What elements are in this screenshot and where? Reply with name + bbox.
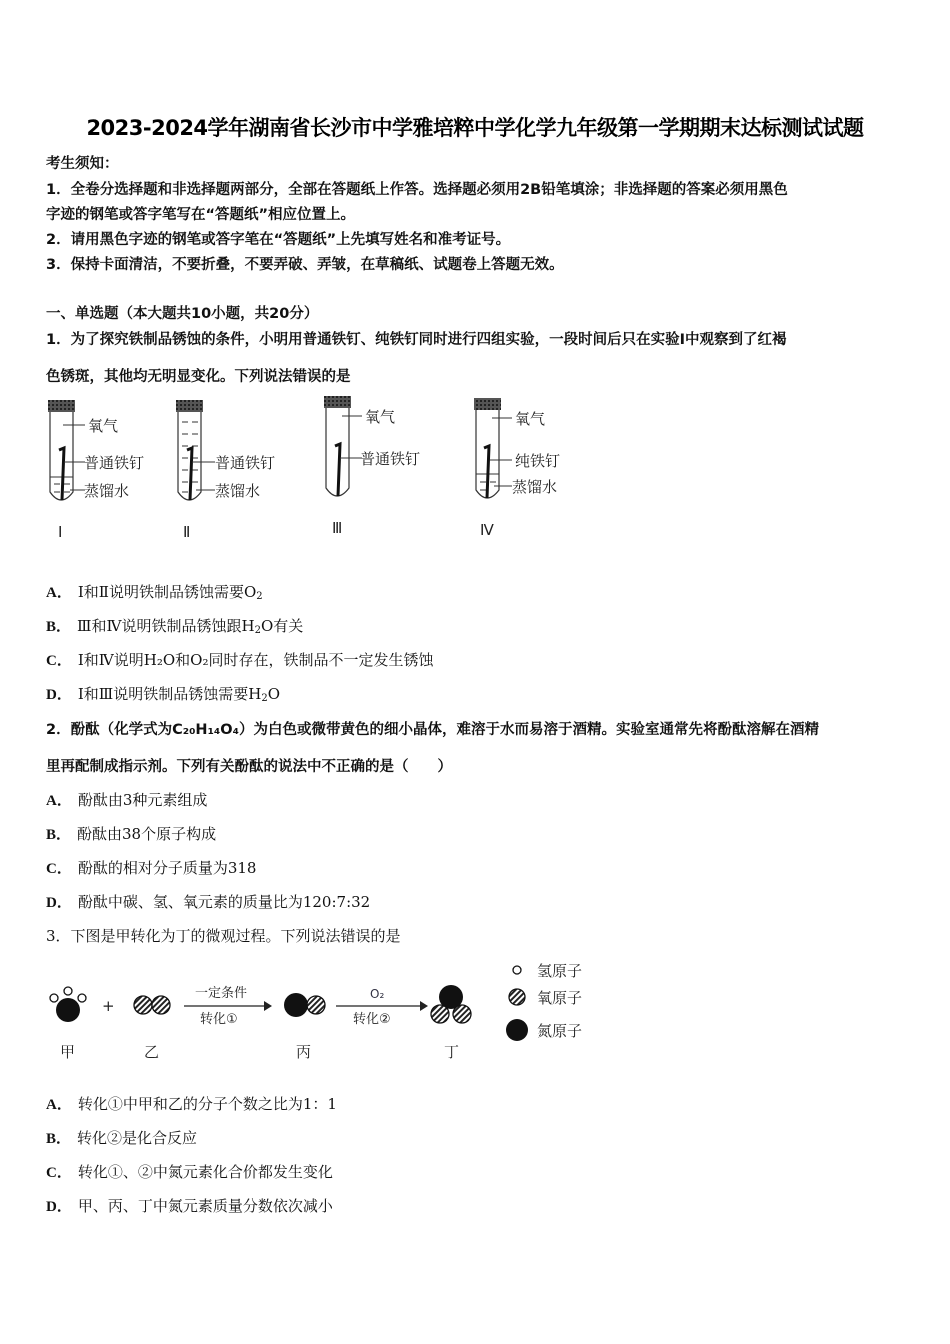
notice-item: 2．请用黑色字迹的钢笔或答字笔在“答题纸”上先填写姓名和准考证号。 — [46, 232, 511, 248]
svg-text:转化②: 转化② — [353, 1012, 391, 1027]
question-2-option-c[interactable]: C． 酚酞的相对分子质量为318 — [46, 859, 257, 877]
molecule-bing — [284, 993, 325, 1061]
notice-item: 3．保持卡面清洁，不要折叠，不要弄破、弄皱，在草稿纸、试题卷上答题无效。 — [46, 257, 564, 273]
question-2-option-d[interactable]: D． 酚酞中碳、氢、氧元素的质量比为120:7:32 — [46, 893, 371, 911]
svg-text:蒸馏水: 蒸馏水 — [512, 478, 558, 496]
question-3-stem: 3．下图是甲转化为丁的微观过程。下列说法错误的是 — [46, 927, 401, 945]
svg-text:普通铁钉: 普通铁钉 — [215, 454, 276, 472]
tube-3 — [324, 396, 420, 537]
question-1-option-b[interactable]: B． Ⅲ和Ⅳ说明铁制品锈蚀跟$H_2O$有关 — [46, 617, 304, 636]
question-3-option-d[interactable]: D． 甲、丙、丁中氮元素质量分数依次减小 — [46, 1197, 333, 1215]
svg-text:一定条件: 一定条件 — [195, 986, 248, 1001]
svg-text:普通铁钉: 普通铁钉 — [84, 454, 145, 472]
molecule-yi — [134, 996, 170, 1061]
svg-text:蒸馏水: 蒸馏水 — [215, 482, 261, 500]
tube-4 — [474, 398, 560, 539]
notice-heading: 考生须知： — [46, 156, 119, 172]
svg-text:Ⅰ: Ⅰ — [58, 523, 63, 541]
molecule-ding — [431, 985, 471, 1061]
question-3-option-a[interactable]: A． 转化①中甲和乙的分子个数之比为1：1 — [46, 1095, 337, 1113]
svg-text:氧原子: 氧原子 — [537, 989, 583, 1007]
question-2-stem: 2．酚酞（化学式为C₂₀H₁₄O₄）为白色或微带黄色的细小晶体，难溶于水而易溶于酒精。实验室通常先将酚酞溶解在酒精 — [46, 722, 819, 738]
question-3-option-b[interactable]: B． 转化②是化合反应 — [46, 1129, 198, 1147]
svg-text:Ⅱ: Ⅱ — [183, 523, 191, 541]
question-2-option-b[interactable]: B． 酚酞由38个原子构成 — [46, 825, 217, 843]
svg-text:Ⅲ: Ⅲ — [332, 519, 343, 537]
notice-item: 字迹的钢笔或答字笔写在“答题纸”相应位置上。 — [46, 207, 356, 223]
page-title: 2023-2024学年湖南省长沙市中学雅培粹中学化学九年级第一学期期末达标测试试题 — [86, 116, 864, 140]
question-1-stem: 色锈斑，其他均无明显变化。下列说法错误的是 — [46, 369, 351, 385]
question-1-option-a[interactable]: A． Ⅰ和Ⅱ说明铁制品锈蚀需要$O_2$ — [46, 583, 263, 602]
notice-item: 1．全卷分选择题和非选择题两部分，全部在答题纸上作答。选择题必须用2B铅笔填涂；非选择题的答案必须用黑色 — [46, 182, 788, 198]
question-1-stem: 1．为了探究铁制品锈蚀的条件，小明用普通铁钉、纯铁钉同时进行四组实验，一段时间后只在实验Ⅰ中观察到了红褐 — [46, 332, 787, 348]
section-heading: 一、单选题（本大题共10小题，共20分） — [46, 306, 319, 322]
svg-text:普通铁钉: 普通铁钉 — [360, 450, 421, 468]
question-1-option-d[interactable]: D． Ⅰ和Ⅲ说明铁制品锈蚀需要$H_2O$ — [46, 685, 281, 704]
test-tube-figure — [40, 392, 600, 552]
question-2-option-a[interactable]: A． 酚酞由3种元素组成 — [46, 791, 208, 809]
svg-text:丙: 丙 — [296, 1043, 312, 1061]
atom-legend — [506, 962, 582, 1041]
svg-text:氧气: 氧气 — [88, 417, 119, 435]
svg-text:蒸馏水: 蒸馏水 — [84, 482, 130, 500]
svg-text:乙: 乙 — [144, 1043, 160, 1061]
svg-text:纯铁钉: 纯铁钉 — [515, 452, 561, 470]
svg-text:O₂: O₂ — [370, 987, 385, 1001]
svg-text:丁: 丁 — [444, 1043, 460, 1061]
molecule-jia — [50, 987, 86, 1061]
svg-text:氧气: 氧气 — [515, 410, 546, 428]
reaction-figure — [40, 955, 610, 1065]
arrow-conversion-2 — [336, 987, 428, 1027]
question-3-option-c[interactable]: C． 转化①、②中氮元素化合价都发生变化 — [46, 1163, 333, 1181]
question-2-stem: 里再配制成指示剂。下列有关酚酞的说法中不正确的是（ ） — [46, 759, 452, 775]
svg-text:Ⅳ: Ⅳ — [480, 521, 494, 539]
svg-text:+: + — [102, 997, 115, 1015]
tube-1 — [48, 400, 144, 541]
svg-text:甲: 甲 — [60, 1043, 76, 1061]
tube-2 — [176, 400, 275, 541]
svg-text:氢原子: 氢原子 — [537, 962, 583, 980]
arrow-conversion-1 — [184, 986, 272, 1027]
question-1-option-c[interactable]: C． Ⅰ和Ⅳ说明H₂O和O₂同时存在，铁制品不一定发生锈蚀 — [46, 651, 434, 669]
svg-text:转化①: 转化① — [200, 1012, 238, 1027]
svg-text:氮原子: 氮原子 — [537, 1022, 583, 1040]
svg-text:氧气: 氧气 — [365, 408, 396, 426]
